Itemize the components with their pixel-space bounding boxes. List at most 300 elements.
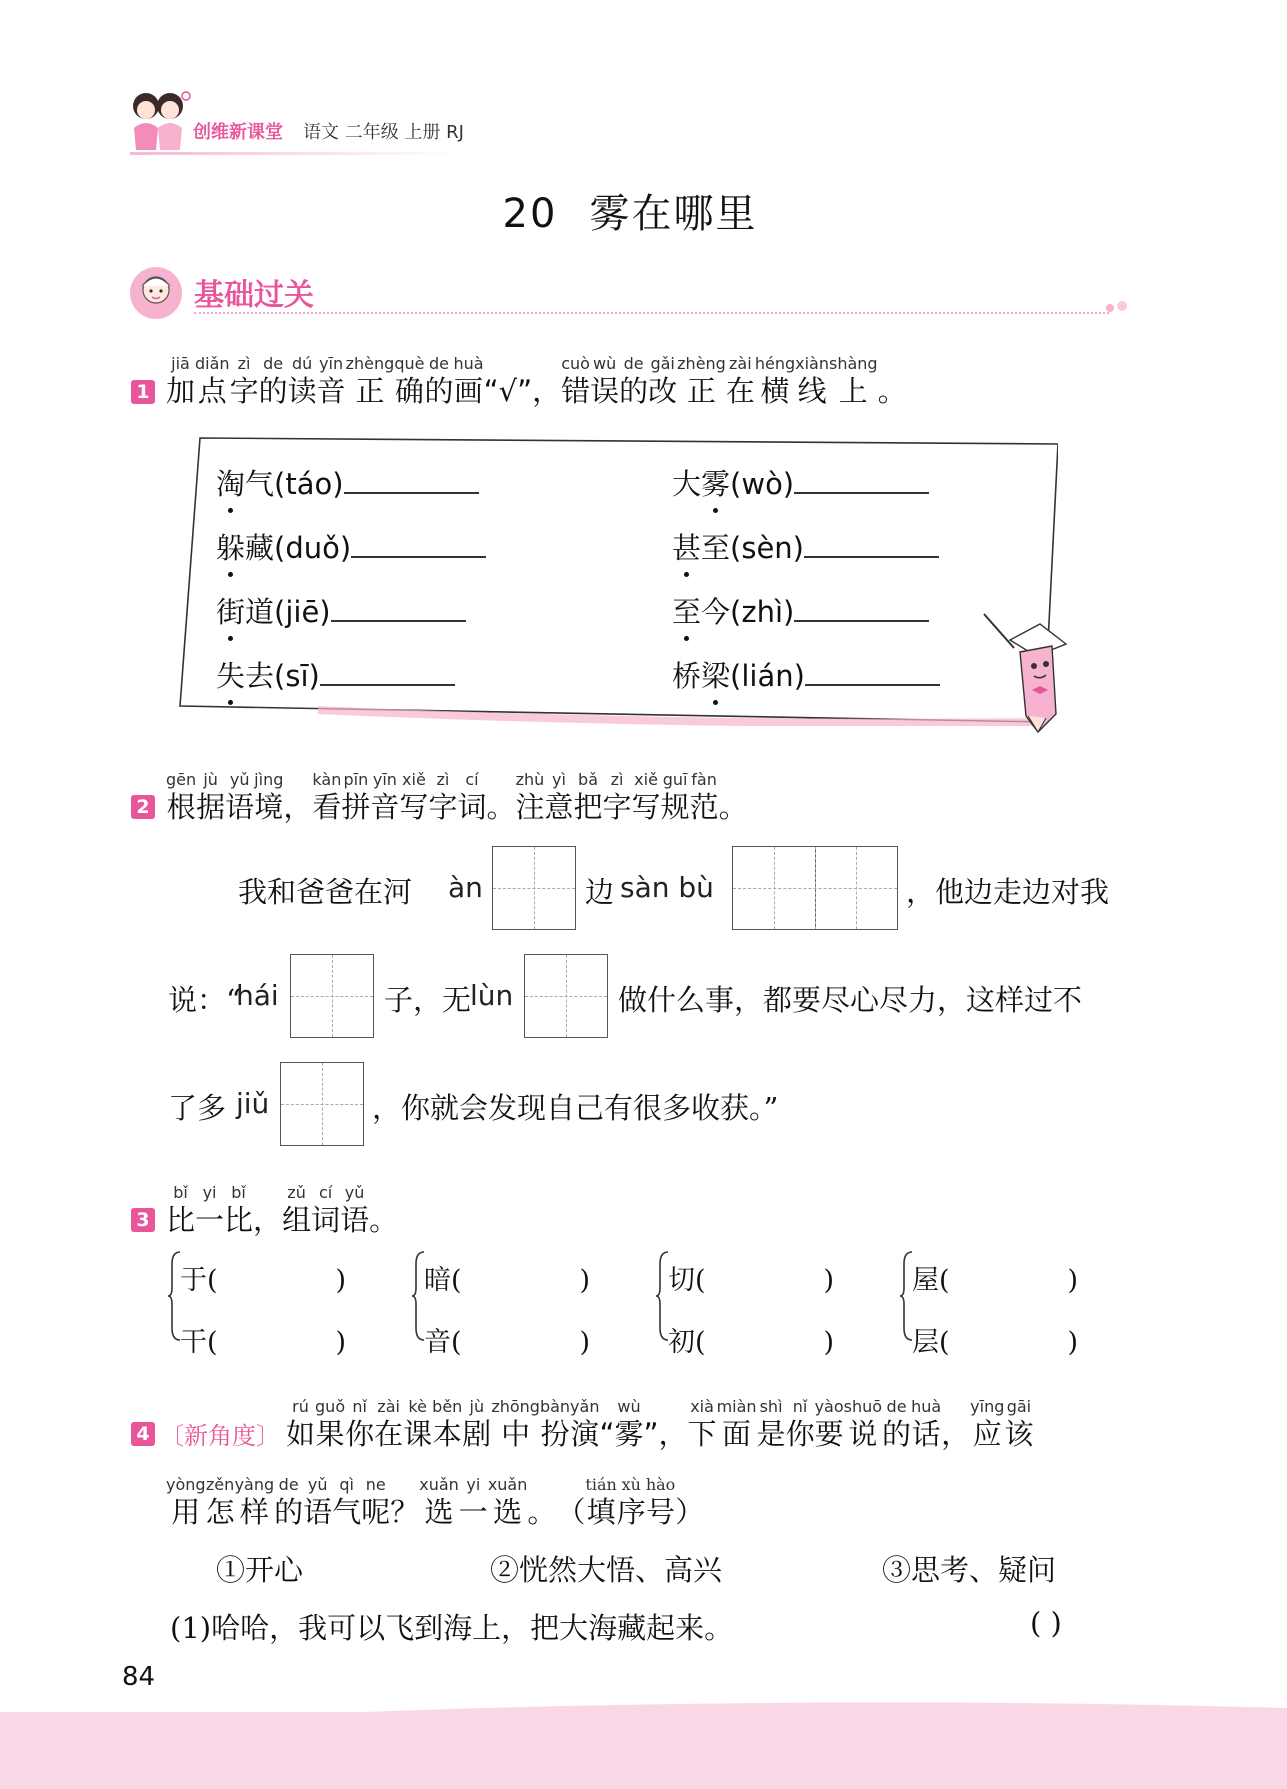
ruby-char	[274, 1476, 303, 1530]
ruby-pinyin: zǔ	[287, 1183, 306, 1202]
ruby-hanzi: 横	[760, 374, 790, 408]
ruby-pinyin: yào	[814, 1397, 844, 1416]
word-pair-bottom	[668, 1320, 834, 1359]
ruby-pinyin: hào	[645, 1475, 676, 1494]
ruby-char	[462, 1398, 491, 1452]
ruby-hanzi: 确	[394, 374, 424, 408]
ruby-hanzi: 怎	[205, 1495, 235, 1529]
pair-char: 干(	[180, 1327, 218, 1358]
ruby-pinyin: de	[886, 1397, 907, 1416]
ruby-char	[911, 1398, 941, 1452]
ruby-char	[235, 1476, 275, 1530]
q2-text-part: 边	[585, 875, 615, 909]
ruby-hanzi: 看	[312, 790, 342, 824]
ruby-char	[166, 771, 196, 825]
answer-blank[interactable]	[344, 468, 479, 494]
close-paren: )	[579, 1265, 591, 1296]
ruby-hanzi: 剧	[462, 1417, 492, 1451]
ruby-pinyin	[675, 1476, 704, 1494]
ruby-hanzi: 组	[282, 1203, 312, 1237]
ruby-hanzi: 错	[561, 374, 591, 408]
ruby-pinyin: cuò	[561, 354, 590, 373]
word-pair-top	[668, 1258, 834, 1297]
ruby-hanzi: 注	[515, 790, 545, 824]
ruby-hanzi: 音	[316, 374, 346, 408]
ruby-pinyin: gēn	[166, 770, 197, 789]
ruby-hanzi: 的	[274, 1495, 304, 1529]
pair-char: 切(	[668, 1265, 706, 1296]
item-pinyin: (duǒ)	[274, 531, 352, 565]
writing-box[interactable]	[280, 1062, 364, 1146]
ruby-char	[603, 771, 632, 825]
ruby-char	[374, 1398, 403, 1452]
ruby-pinyin: xuǎn	[419, 1475, 459, 1494]
writing-box[interactable]	[290, 954, 374, 1038]
ruby-hanzi: 课	[403, 1417, 433, 1451]
ruby-char	[166, 355, 195, 409]
decor-dots-icon	[1104, 300, 1130, 314]
item-pinyin: (zhì)	[730, 595, 795, 629]
ruby-pinyin: jiā	[171, 354, 190, 373]
ruby-char	[717, 1398, 757, 1452]
item-pinyin: (jiē)	[274, 595, 331, 629]
ruby-hanzi: 比	[224, 1203, 254, 1237]
q2-text-part: 说：“	[168, 983, 241, 1017]
item-char: 去	[245, 659, 275, 693]
ruby-hanzi: 境	[254, 790, 284, 824]
ruby-hanzi: 该	[1004, 1417, 1034, 1451]
ruby-hanzi: 本	[432, 1417, 462, 1451]
close-paren: )	[1067, 1327, 1079, 1358]
ruby-pinyin: yàng	[234, 1475, 275, 1494]
ruby-pinyin: zhèng	[677, 354, 726, 373]
ruby-pinyin: bàn	[539, 1397, 571, 1416]
ruby-pinyin: wù	[593, 354, 617, 373]
close-paren: )	[823, 1327, 835, 1358]
ruby-hanzi: 词	[311, 1203, 341, 1237]
ruby-char	[515, 771, 544, 825]
q4-sentence-1: (1)哈哈，我可以飞到海上，把大海藏起来。	[170, 1611, 734, 1645]
ruby-pinyin: cí	[318, 1183, 333, 1202]
ruby-hanzi: 说	[848, 1417, 878, 1451]
ruby-hanzi: 意	[544, 790, 574, 824]
ruby-char	[690, 771, 719, 825]
ruby-hanzi: 你	[785, 1417, 815, 1451]
ruby-hanzi: 是	[756, 1417, 786, 1451]
ruby-char	[619, 355, 648, 409]
ruby-pinyin: zì	[436, 770, 450, 789]
ruby-char	[340, 1184, 369, 1238]
ruby-pinyin	[486, 771, 515, 789]
q1-item-shenzhi	[672, 526, 939, 567]
ruby-char	[757, 1398, 786, 1452]
ruby-pinyin: yòng	[166, 1475, 206, 1494]
ruby-hanzi: 的	[258, 374, 288, 408]
ruby-hanzi: 语	[225, 790, 255, 824]
dotted-char: 躲	[216, 526, 245, 567]
ruby-hanzi: 。	[369, 1203, 399, 1237]
ruby-hanzi: 正	[355, 374, 385, 408]
q1-item-qiaoliang	[672, 654, 940, 695]
answer-blank[interactable]	[794, 596, 929, 622]
ruby-pinyin	[484, 355, 562, 373]
ruby-hanzi: 语	[340, 1203, 370, 1237]
ruby-char	[315, 1398, 345, 1452]
item-pinyin: (sī)	[274, 659, 320, 693]
writing-box[interactable]	[524, 954, 608, 1038]
ruby-hanzi: 误	[590, 374, 620, 408]
ruby-char	[403, 1398, 432, 1452]
answer-blank[interactable]	[805, 660, 940, 686]
word-pair-top	[180, 1258, 346, 1297]
ruby-hanzi: 把	[573, 790, 603, 824]
ruby-char	[1004, 1398, 1033, 1452]
ruby-pinyin: gǎi	[650, 354, 675, 373]
ruby-pinyin: shì	[759, 1397, 783, 1416]
ruby-char	[286, 1398, 315, 1452]
ruby-char	[486, 771, 515, 825]
q4-instruction-line2	[166, 1476, 704, 1530]
ruby-hanzi: 改	[648, 374, 678, 408]
ruby-char	[617, 1476, 646, 1530]
ruby-hanzi: 字	[428, 790, 458, 824]
ruby-pinyin: yi	[466, 1475, 481, 1494]
ruby-pinyin	[527, 1476, 556, 1494]
page-title	[0, 182, 1260, 239]
ruby-char	[225, 771, 254, 825]
new-angle-tag: 〔新角度〕	[160, 1422, 280, 1450]
close-paren: )	[1067, 1265, 1079, 1296]
ruby-char	[432, 1398, 462, 1452]
ruby-pinyin: fàn	[691, 770, 717, 789]
ruby-char	[399, 771, 428, 825]
ruby-char	[166, 1184, 195, 1238]
ruby-hanzi: 。	[486, 790, 516, 824]
word-pair-bottom	[912, 1320, 1078, 1359]
ruby-hanzi: ）	[675, 1495, 705, 1529]
q1-item-jiedao	[216, 590, 466, 631]
ruby-pinyin: què	[394, 354, 425, 373]
pinyin-prompt: lùn	[470, 979, 514, 1012]
question-number-3: 3	[131, 1208, 155, 1232]
writing-box[interactable]	[492, 846, 576, 930]
ruby-char	[224, 1184, 253, 1238]
ruby-pinyin: nǐ	[352, 1397, 367, 1416]
ruby-pinyin: bǐ	[231, 1183, 246, 1202]
ruby-char	[196, 771, 225, 825]
ruby-pinyin	[719, 771, 748, 789]
ruby-char	[332, 1476, 361, 1530]
pinyin-prompt: sàn bù	[620, 871, 714, 904]
q1-item-duocang	[216, 526, 486, 567]
close-paren: )	[335, 1327, 347, 1358]
ruby-hanzi: 应	[972, 1417, 1002, 1451]
ruby-char	[570, 1398, 599, 1452]
ruby-hanzi: ，	[941, 1417, 971, 1451]
ruby-pinyin	[941, 1398, 970, 1416]
ruby-hanzi: 号	[646, 1495, 676, 1529]
ruby-hanzi: 呢	[361, 1495, 391, 1529]
ruby-hanzi: 写	[631, 790, 661, 824]
ruby-char	[303, 1476, 332, 1530]
ruby-char	[632, 771, 661, 825]
ruby-hanzi: 根	[166, 790, 196, 824]
ruby-pinyin: de	[623, 354, 644, 373]
ruby-char	[206, 1476, 235, 1530]
ruby-pinyin: de	[278, 1475, 299, 1494]
ruby-hanzi: 话	[911, 1417, 941, 1451]
q2-pinyin	[448, 870, 483, 904]
q2-text-part: 做什么事，都要尽心尽力，这样过不	[618, 983, 1083, 1017]
section-title: 基础过关	[194, 278, 314, 313]
ruby-char	[644, 1398, 688, 1452]
ruby-hanzi: “	[599, 1417, 615, 1451]
ruby-char	[259, 355, 288, 409]
ruby-char	[195, 355, 230, 409]
ruby-hanzi: 在	[374, 1417, 404, 1451]
ruby-hanzi: 读	[287, 374, 317, 408]
ruby-pinyin: guī	[662, 770, 688, 789]
ruby-pinyin: yǔ	[344, 1183, 365, 1202]
ruby-char	[345, 1398, 374, 1452]
ruby-pinyin: bǐ	[173, 1183, 188, 1202]
writing-box-double[interactable]	[732, 846, 898, 930]
q2-text-part: ，你就会发现自己有很多收获。”	[372, 1091, 779, 1125]
ruby-hanzi: 要	[814, 1417, 844, 1451]
ruby-pinyin: wù	[617, 1397, 641, 1416]
ruby-hanzi: 一	[195, 1203, 225, 1237]
ruby-hanzi: 写	[399, 790, 429, 824]
ruby-hanzi: 面	[722, 1417, 752, 1451]
dotted-char: 失	[216, 654, 245, 695]
ruby-pinyin: zěn	[205, 1475, 235, 1494]
ruby-char	[419, 1476, 459, 1530]
ruby-pinyin: xiàn	[795, 354, 829, 373]
close-paren: )	[823, 1265, 835, 1296]
ruby-char	[661, 771, 690, 825]
ruby-char	[844, 1398, 882, 1452]
close-paren: )	[579, 1327, 591, 1358]
kids-mascot-icon	[124, 88, 194, 154]
ruby-char	[254, 771, 283, 825]
q1-instruction	[166, 355, 907, 409]
option-1: ①开心	[216, 1553, 304, 1587]
ruby-pinyin: guǒ	[315, 1397, 346, 1416]
ruby-hanzi: 拼	[341, 790, 371, 824]
item-char: 桥	[672, 659, 702, 693]
ruby-char	[556, 1476, 585, 1530]
ruby-pinyin: yi	[202, 1183, 217, 1202]
ruby-pinyin: zài	[729, 354, 752, 373]
ruby-pinyin: jìng	[254, 770, 284, 789]
ruby-hanzi: 中	[501, 1417, 531, 1451]
pair-char: 屋(	[912, 1265, 950, 1296]
ruby-hanzi: 序	[616, 1495, 646, 1529]
ruby-pinyin: de	[428, 354, 449, 373]
ruby-pinyin: xuǎn	[487, 1475, 528, 1494]
ruby-hanzi: （	[556, 1495, 586, 1529]
ruby-char	[527, 1476, 556, 1530]
ruby-pinyin: cí	[465, 770, 479, 789]
item-char: 道	[245, 595, 275, 629]
ruby-hanzi: 的	[882, 1417, 912, 1451]
ruby-pinyin: nǐ	[792, 1397, 808, 1416]
ruby-char	[795, 355, 829, 409]
ruby-hanzi: 字	[229, 374, 259, 408]
option-3: ③思考、疑问	[882, 1553, 1057, 1587]
dotted-char: 梁	[701, 654, 730, 695]
answer-paren[interactable]: ( )	[1030, 1606, 1062, 1640]
q2-text-part: 子，无	[384, 983, 472, 1017]
ruby-char	[648, 355, 677, 409]
item-pinyin: (sèn)	[730, 531, 804, 565]
ruby-pinyin	[878, 355, 907, 373]
ruby-hanzi: 线	[797, 374, 827, 408]
ruby-pinyin: qì	[339, 1475, 354, 1494]
ruby-char	[361, 1476, 390, 1530]
pair-char: 初(	[668, 1327, 706, 1358]
item-pinyin: (wò)	[730, 467, 795, 501]
dotted-char: 淘	[216, 462, 245, 503]
ruby-hanzi: 上	[838, 374, 868, 408]
ruby-char	[491, 1398, 540, 1452]
ruby-pinyin: pīn	[343, 770, 369, 789]
question-number-4: 4	[131, 1422, 155, 1446]
ruby-hanzi: 用	[171, 1495, 201, 1529]
ruby-char	[253, 1184, 282, 1238]
ruby-hanzi: 你	[345, 1417, 375, 1451]
page-number: 84	[122, 1662, 156, 1692]
option-2: ②恍然大悟、高兴	[490, 1553, 723, 1587]
pair-char: 于(	[180, 1265, 218, 1296]
ruby-char	[574, 771, 603, 825]
ruby-char	[230, 355, 259, 409]
section-divider	[194, 312, 1109, 314]
ruby-hanzi: 范	[689, 790, 719, 824]
ruby-pinyin: shuō	[843, 1397, 883, 1416]
answer-blank[interactable]	[351, 532, 486, 558]
pair-char: 音(	[424, 1327, 462, 1358]
q2-text-part: ，他边走边对我	[906, 875, 1110, 909]
q2-instruction	[166, 771, 748, 825]
ruby-pinyin: běn	[432, 1397, 463, 1416]
ruby-hanzi: ？	[390, 1495, 420, 1529]
ruby-char	[970, 1398, 1004, 1452]
ruby-pinyin	[556, 1476, 585, 1494]
ruby-char	[282, 1184, 311, 1238]
ruby-pinyin: xià	[690, 1397, 714, 1416]
ruby-hanzi: 规	[660, 790, 690, 824]
dotted-char: 甚	[672, 526, 701, 567]
word-pair-top	[912, 1258, 1078, 1297]
teacher-icon	[128, 266, 184, 320]
ruby-pinyin: zài	[377, 1397, 400, 1416]
answer-blank[interactable]	[320, 660, 455, 686]
ruby-hanzi: 点	[197, 374, 227, 408]
item-char: 气	[245, 467, 275, 501]
ruby-pinyin: zì	[610, 770, 624, 789]
ruby-char	[484, 355, 562, 409]
ruby-char	[428, 771, 457, 825]
word-pair-top	[424, 1258, 590, 1297]
ruby-char	[719, 771, 748, 825]
ruby-pinyin: huà	[911, 1397, 942, 1416]
subject-info: 语文 二年级 上册 RJ	[303, 122, 464, 143]
ruby-char	[370, 771, 399, 825]
ruby-char	[288, 355, 317, 409]
item-char: 今	[701, 595, 731, 629]
ruby-char	[390, 1476, 419, 1530]
ruby-hanzi: 画	[454, 374, 484, 408]
ruby-char	[882, 1398, 911, 1452]
word-pair-bottom	[424, 1320, 590, 1359]
ruby-hanzi: “√”，	[483, 374, 562, 408]
ruby-char	[615, 1398, 644, 1452]
ruby-hanzi: ”，	[643, 1417, 688, 1451]
ruby-pinyin: jù	[469, 1397, 485, 1416]
ruby-pinyin: xù	[621, 1475, 641, 1494]
q2-text-part: 了多	[168, 1091, 227, 1125]
pinyin-prompt: hái	[236, 979, 279, 1012]
ruby-char	[646, 1476, 675, 1530]
ruby-pinyin: zhù	[515, 770, 545, 789]
ruby-char	[394, 355, 424, 409]
ruby-pinyin: yīn	[372, 770, 397, 789]
ruby-hanzi: 一	[458, 1495, 488, 1529]
ruby-char	[941, 1398, 970, 1452]
ruby-hanzi: 正	[686, 374, 716, 408]
ruby-char	[488, 1476, 528, 1530]
ruby-pinyin: yīng	[970, 1397, 1005, 1416]
item-char: 至	[701, 531, 731, 565]
q2-pinyin	[236, 978, 279, 1012]
ruby-char	[166, 1476, 206, 1530]
ruby-pinyin: gāi	[1006, 1397, 1032, 1416]
ruby-pinyin: xiě	[634, 770, 658, 789]
ruby-hanzi: 样	[239, 1495, 269, 1529]
ruby-pinyin: yì	[552, 770, 566, 789]
item-char: 藏	[245, 531, 275, 565]
ruby-pinyin: diǎn	[195, 354, 230, 373]
ruby-char	[755, 355, 795, 409]
ruby-pinyin: dú	[291, 354, 313, 373]
ruby-hanzi: 加	[166, 374, 196, 408]
ruby-char	[829, 355, 878, 409]
pinyin-prompt: jiǔ	[236, 1087, 270, 1120]
ruby-hanzi: 填	[586, 1495, 616, 1529]
lesson-number: 20	[502, 191, 558, 237]
ruby-hanzi: 的	[424, 374, 454, 408]
q1-item-dawu	[672, 462, 929, 503]
ruby-pinyin	[253, 1184, 282, 1202]
ruby-hanzi: 果	[315, 1417, 345, 1451]
answer-blank[interactable]	[794, 468, 929, 494]
answer-blank[interactable]	[804, 532, 939, 558]
pair-char: 层(	[912, 1327, 950, 1358]
answer-blank[interactable]	[331, 596, 466, 622]
ruby-char	[878, 355, 907, 409]
ruby-char	[815, 1398, 844, 1452]
ruby-hanzi: ，	[283, 790, 313, 824]
ruby-char	[726, 355, 755, 409]
ruby-hanzi: 字	[602, 790, 632, 824]
ruby-hanzi: 音	[370, 790, 400, 824]
ruby-hanzi: 选	[493, 1495, 523, 1529]
ruby-char	[195, 1184, 224, 1238]
close-paren: )	[335, 1265, 347, 1296]
ruby-hanzi: 气	[332, 1495, 362, 1529]
pinyin-prompt: àn	[448, 871, 483, 904]
